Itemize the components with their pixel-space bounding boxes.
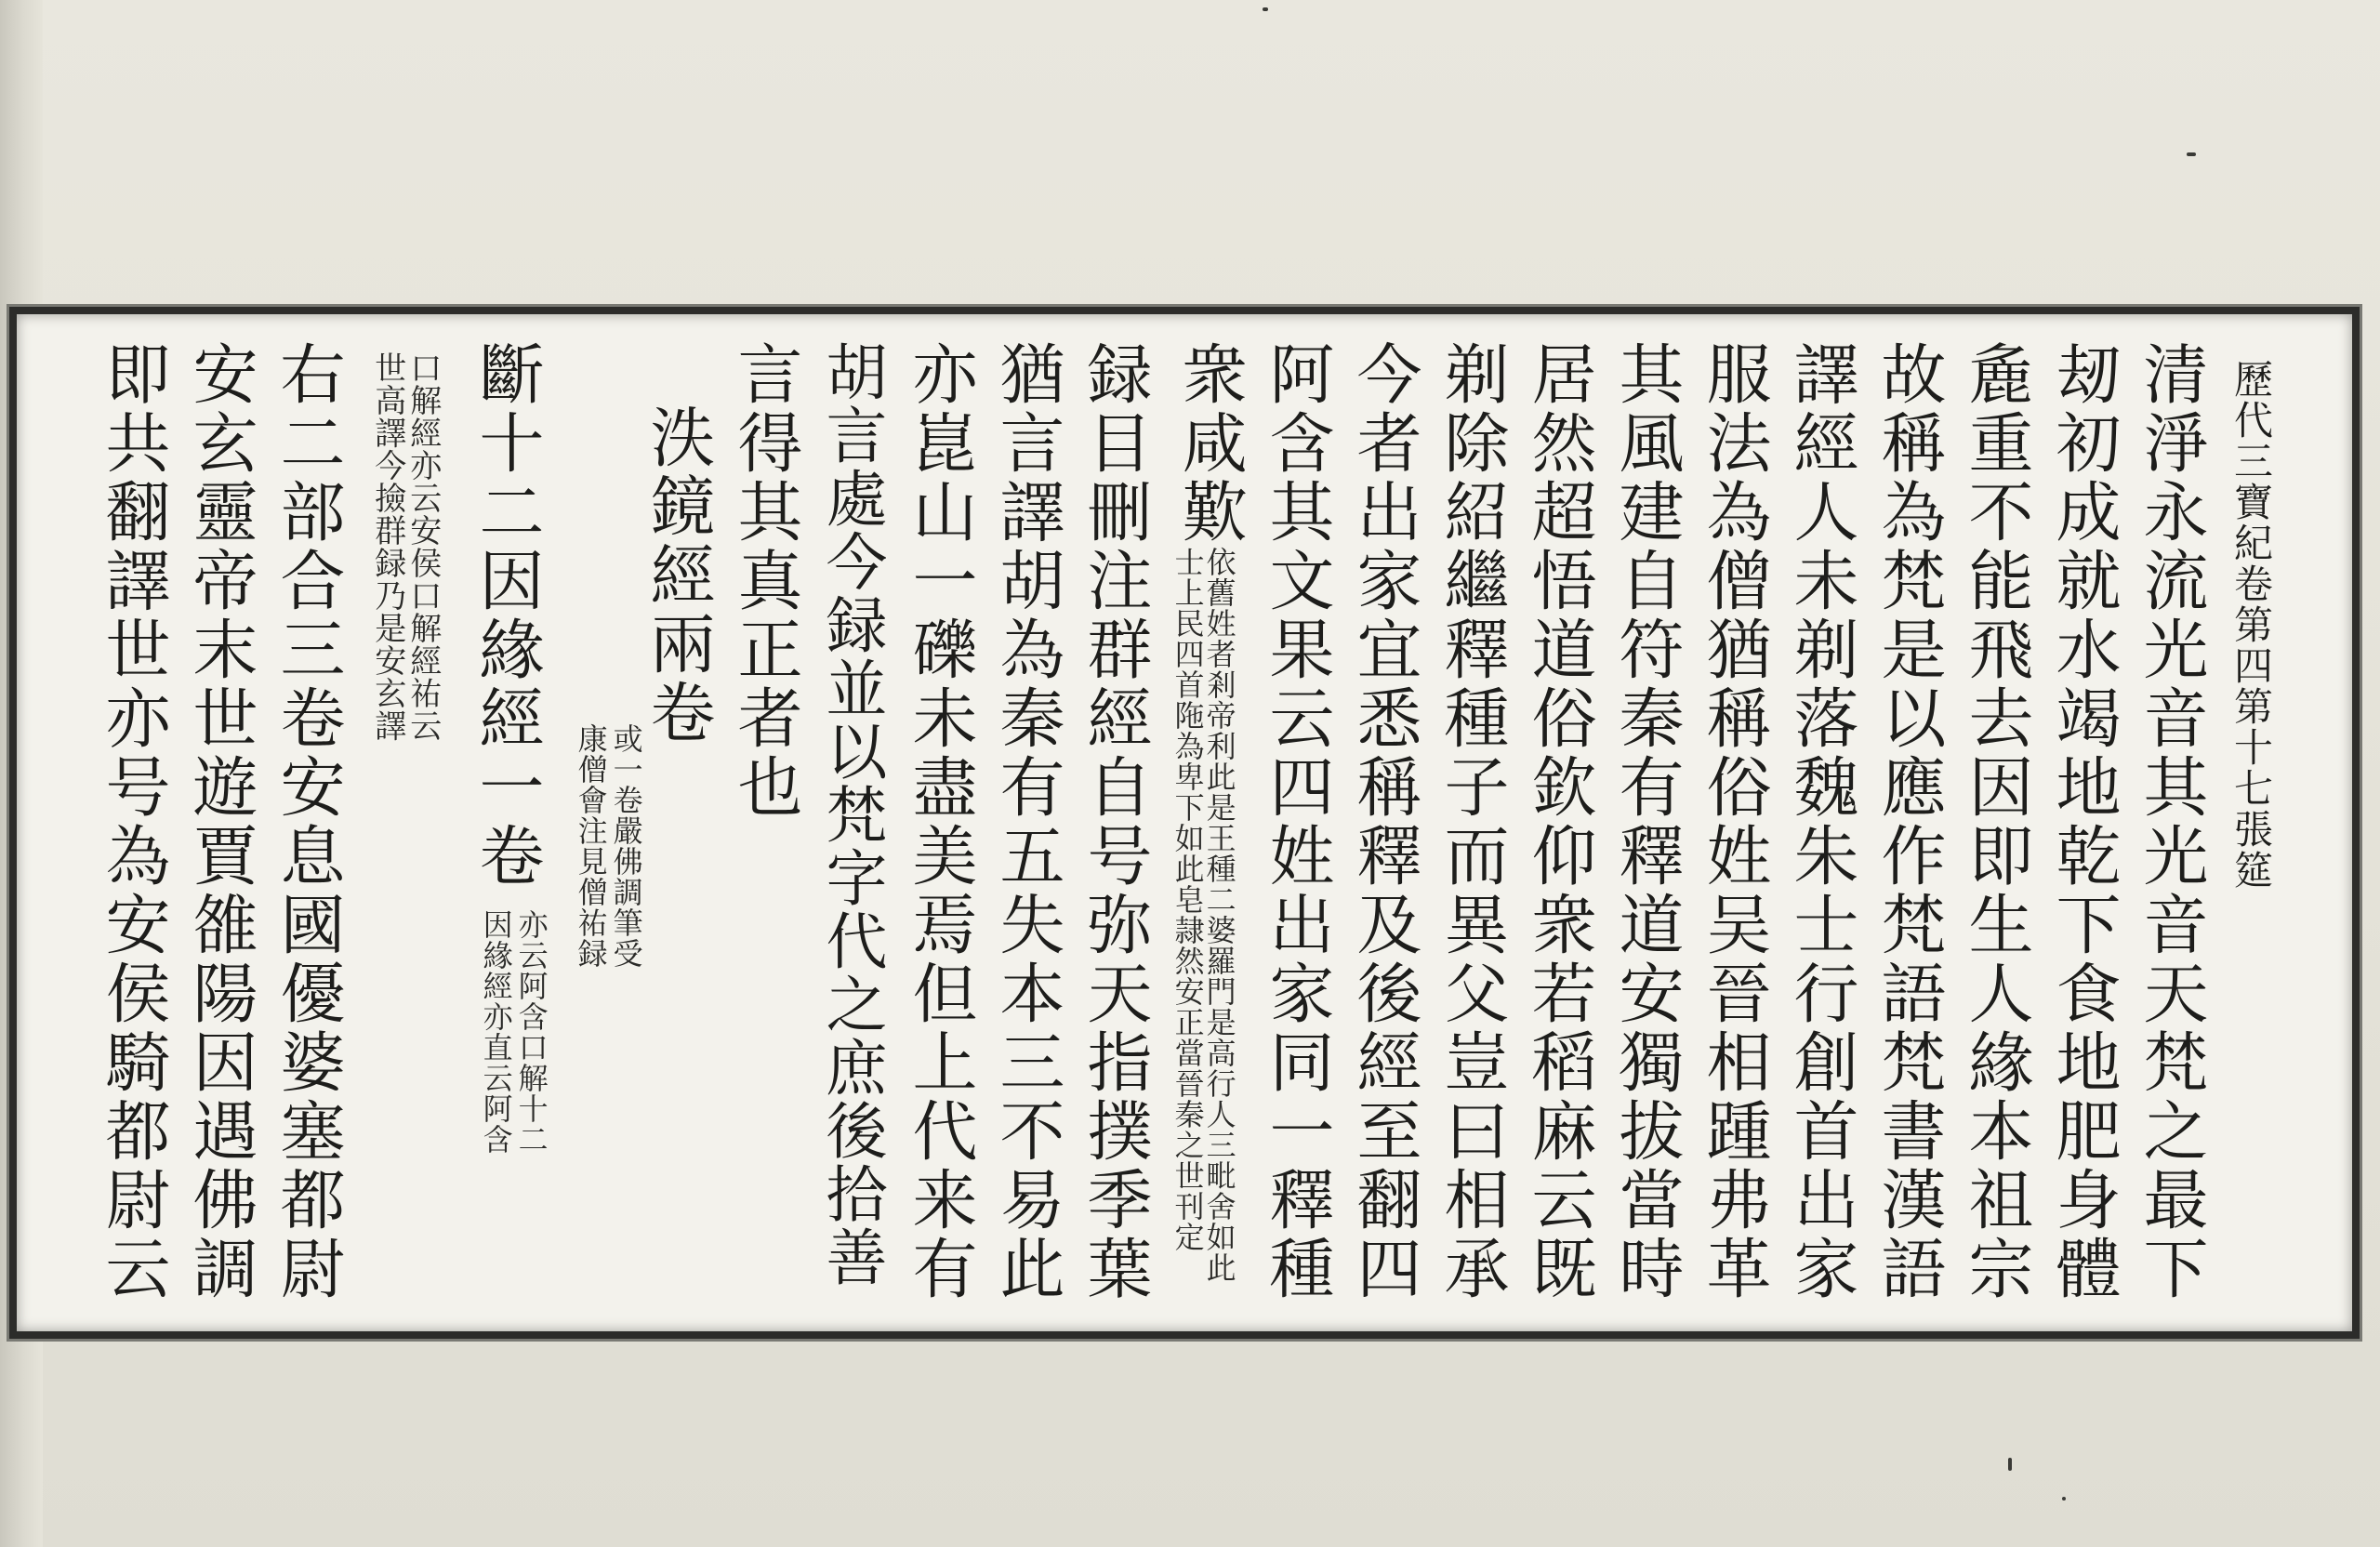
text-column-8: 居然超悟道俗欽仰衆若稻麻云既 bbox=[1521, 340, 1597, 1303]
ink-speck bbox=[2062, 1497, 2066, 1501]
header-mark: 筵 bbox=[2228, 850, 2274, 891]
running-header bbox=[2228, 359, 2274, 891]
text-column-1: 清淨永流光音其光音天梵之最下 bbox=[2133, 340, 2209, 1303]
text-column-11: 阿含其文果云四姓出家同一釋種 bbox=[1259, 340, 1335, 1303]
text-column-4: 故稱為梵是以應作梵語梵書漢語 bbox=[1871, 340, 1947, 1303]
text-column-9: 剃除紹繼釋種子而異父豈曰相承 bbox=[1434, 340, 1510, 1303]
entry-2-cont-note-right: 口解經亦云安侯口解經祐云 bbox=[403, 351, 442, 742]
ink-speck bbox=[1263, 7, 1268, 11]
ink-speck bbox=[2008, 1458, 2012, 1471]
text-column-12-main: 衆咸歎 bbox=[1171, 340, 1248, 547]
text-column-3: 麁重不能飛去因即生人緣本祖宗 bbox=[1958, 340, 2034, 1303]
header-title: 歷代三寶紀卷第四 bbox=[2228, 359, 2274, 686]
header-folio: 第十七張 bbox=[2228, 686, 2274, 850]
text-column-16: 胡言處今録並以梵字代之庶後拾善 bbox=[815, 340, 887, 1289]
entry-1-note-left: 康僧會注見僧祐録 bbox=[573, 723, 609, 969]
text-column-10: 今者出家宜悉稱釋及後經至翻四 bbox=[1346, 340, 1422, 1303]
text-column-6: 服法為僧猶稱俗姓吴晉相踵弗革 bbox=[1696, 340, 1772, 1303]
text-column-14: 猶言譯胡為秦有五失本三不易此 bbox=[989, 340, 1065, 1303]
text-column-2: 刼初成就水竭地乾下食地肥身體 bbox=[2045, 340, 2122, 1303]
text-column-15: 亦崑山一礫未盡美焉但上代来有 bbox=[902, 340, 978, 1303]
text-column-17: 言得其真正者也 bbox=[727, 340, 803, 822]
text-column-7: 其風建自符秦有釋道安獨拔當時 bbox=[1608, 340, 1685, 1303]
printed-text-block bbox=[9, 307, 2360, 1339]
entry-title-1: 泆鏡經兩卷 bbox=[640, 403, 716, 747]
interlinear-note-left: 士上民四首陁為卑下如此皂隷然安正當晉秦之世刊定 bbox=[1170, 547, 1206, 1252]
entry-2-note-left: 因緣經亦直云阿含 bbox=[478, 909, 514, 1155]
ink-speck bbox=[2187, 152, 2196, 156]
interlinear-note-right: 依舊姓者剎帝利此是王種二婆羅門是高行人三毗舍如此 bbox=[1201, 547, 1237, 1283]
text-column-13: 録目刪注群經自号弥天指撲季葉 bbox=[1077, 340, 1153, 1303]
entry-2-note-right: 亦云阿含口解十二 bbox=[513, 909, 549, 1155]
text-column-19: 安玄靈帝末世遊賈雒陽因遇佛調 bbox=[182, 340, 258, 1303]
text-column-18: 右二部合三卷安息國優婆塞都尉 bbox=[270, 340, 346, 1303]
entry-title-2: 斷十二因緣經一卷 bbox=[469, 340, 545, 891]
entry-2-cont-note-left: 世高譯今撿群録乃是安玄譯 bbox=[368, 351, 406, 742]
text-column-5: 譯經人未剃落魏朱士行創首出家 bbox=[1783, 340, 1859, 1303]
text-column-20: 即共翻譯世亦号為安侯騎都尉云 bbox=[95, 340, 171, 1303]
entry-1-note-right: 或一卷嚴佛調筆受 bbox=[608, 723, 644, 969]
